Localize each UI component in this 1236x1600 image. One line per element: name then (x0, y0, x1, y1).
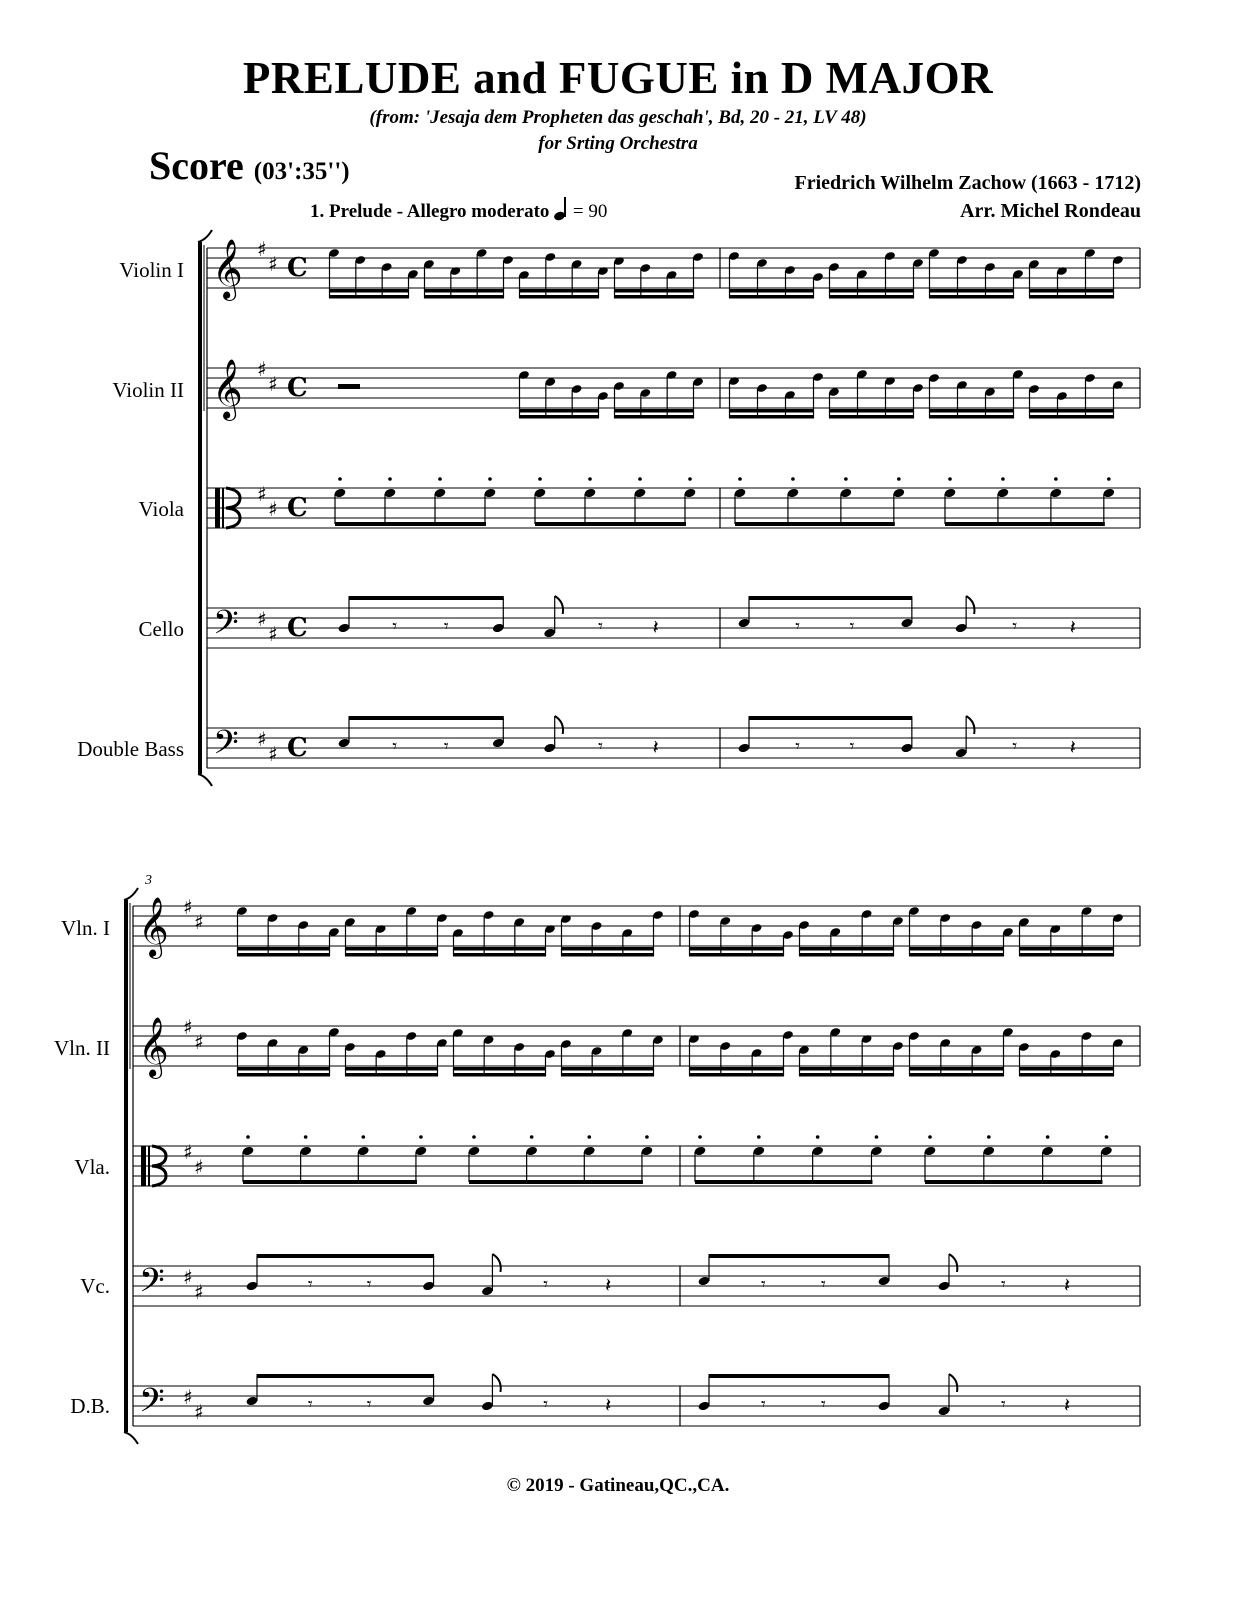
beam (1029, 295, 1114, 299)
beam (453, 947, 546, 951)
staccato-dot (816, 1135, 820, 1139)
beam (237, 947, 330, 951)
note-flag (555, 596, 563, 614)
eighth-rest-icon: 𝄾 (1012, 616, 1018, 637)
beam (561, 1067, 654, 1071)
treble-clef-icon: 𝄞 (138, 897, 169, 957)
sharp-icon: ♯ (268, 622, 278, 646)
instrument-label-violin-1-short: Vln. I (61, 916, 110, 940)
eighth-rest-icon: 𝄾 (761, 1394, 766, 1415)
staccato-dot (246, 1135, 250, 1139)
sharp-icon: ♯ (257, 607, 267, 631)
beam (729, 295, 814, 299)
beam (689, 947, 784, 951)
quarter-rest-icon: 𝄽 (1064, 1273, 1071, 1297)
beam (345, 953, 438, 957)
alto-clef-icon (215, 488, 220, 528)
beam (561, 947, 654, 951)
eighth-rest-icon: 𝄾 (821, 1274, 826, 1295)
eighth-rest-icon: 𝄾 (1001, 1394, 1006, 1415)
staccato-dot (361, 1135, 365, 1139)
beam (614, 289, 694, 293)
beam (749, 596, 913, 600)
staccato-dot (304, 1135, 308, 1139)
beam (519, 409, 599, 413)
sharp-icon: ♯ (257, 237, 267, 261)
treble-clef-icon: 𝄞 (212, 239, 243, 299)
instrument-label-double-bass-short: D.B. (70, 1394, 110, 1418)
instrument-label-viola-short: Vla. (74, 1155, 110, 1179)
quarter-rest-icon: 𝄽 (1069, 735, 1076, 759)
beam (909, 953, 1004, 957)
beam (345, 1073, 438, 1077)
staccato-dot (757, 1135, 761, 1139)
sharp-icon: ♯ (268, 252, 278, 276)
sharp-icon: ♯ (268, 372, 278, 396)
beam (729, 415, 814, 419)
staccato-dot (1001, 477, 1005, 481)
quarter-rest-icon: 𝄽 (1069, 615, 1076, 639)
eighth-rest-icon: 𝄾 (392, 736, 398, 757)
note-flag (949, 1254, 957, 1272)
beam (925, 1180, 1102, 1184)
beam (257, 1374, 435, 1378)
instrument-label-violin-1: Violin I (119, 258, 184, 282)
beam (709, 1254, 890, 1258)
staccato-dot (987, 1135, 991, 1139)
beam (1029, 289, 1114, 293)
beam (829, 289, 914, 293)
eighth-rest-icon: 𝄾 (849, 616, 855, 637)
beam (829, 295, 914, 299)
beam (709, 1374, 890, 1378)
staccato-dot (928, 1135, 932, 1139)
bass-clef-icon: 𝄢 (139, 1262, 165, 1308)
eighth-rest-icon: 𝄾 (366, 1274, 372, 1295)
eighth-rest-icon: 𝄾 (598, 736, 603, 757)
beam (329, 289, 409, 293)
beam (909, 947, 1004, 951)
eighth-rest-icon: 𝄾 (795, 616, 801, 637)
staccato-dot (875, 1135, 879, 1139)
beam (695, 1180, 872, 1184)
staccato-dot (588, 477, 592, 481)
movement-title: 1. Prelude - Allegro moderato (310, 201, 550, 222)
note-flag (966, 716, 974, 734)
bracket-hook-bottom (198, 774, 212, 786)
beam (829, 409, 914, 413)
staccato-dot (338, 477, 342, 481)
beam (237, 1067, 330, 1071)
beam (1029, 409, 1114, 413)
eighth-rest-icon: 𝄾 (392, 616, 398, 637)
quarter-rest-icon: 𝄽 (605, 1393, 612, 1417)
eighth-rest-icon: 𝄾 (795, 736, 801, 757)
sharp-icon: ♯ (194, 1400, 204, 1424)
beam (424, 295, 504, 299)
beam (1019, 1073, 1114, 1077)
beam (453, 1073, 546, 1077)
eighth-rest-icon: 𝄾 (1001, 1274, 1006, 1295)
beam (799, 1067, 894, 1071)
beam (614, 415, 694, 419)
beam (729, 409, 814, 413)
beam (349, 596, 504, 600)
beam (614, 295, 694, 299)
note-flag (966, 596, 974, 614)
sharp-icon: ♯ (183, 1385, 193, 1409)
sharp-icon: ♯ (194, 1030, 204, 1054)
beam (689, 1073, 784, 1077)
eighth-rest-icon: 𝄾 (543, 1394, 549, 1415)
common-time-icon: C (287, 493, 308, 523)
bracket-hook-bottom (124, 1432, 138, 1444)
beam (335, 522, 486, 526)
alto-clef-icon (222, 488, 224, 528)
page-title: PRELUDE and FUGUE in D MAJOR (242, 53, 994, 103)
beam (243, 1180, 417, 1184)
bass-clef-icon: 𝄢 (139, 1382, 165, 1428)
note-flag (492, 1254, 500, 1272)
staccato-dot (1046, 1135, 1050, 1139)
staccato-dot (688, 477, 692, 481)
beam (749, 716, 913, 720)
note-flag (555, 716, 563, 734)
quarter-rest-icon: 𝄽 (1064, 1393, 1071, 1417)
bass-clef-icon: 𝄢 (213, 724, 239, 770)
instrument-label-violin-2-short: Vln. II (54, 1036, 110, 1060)
staccato-dot (948, 477, 952, 481)
bass-clef-icon: 𝄢 (213, 604, 239, 650)
staccato-dot (844, 477, 848, 481)
treble-clef-icon: 𝄞 (212, 359, 243, 419)
staccato-dot (1107, 477, 1111, 481)
beam (729, 289, 814, 293)
beam (799, 953, 894, 957)
eighth-rest-icon: 𝄾 (307, 1394, 313, 1415)
beam (469, 1180, 643, 1184)
sharp-icon: ♯ (183, 1015, 193, 1039)
staccato-dot (388, 477, 392, 481)
beam (561, 1073, 654, 1077)
quarter-rest-icon: 𝄽 (605, 1273, 612, 1297)
beam (689, 1067, 784, 1071)
beam (349, 716, 504, 720)
beam (1029, 415, 1114, 419)
eighth-rest-icon: 𝄾 (543, 1274, 549, 1295)
eighth-rest-icon: 𝄾 (849, 736, 855, 757)
beam (909, 1067, 1004, 1071)
tempo-value: = 90 (572, 201, 608, 222)
staccato-dot (791, 477, 795, 481)
beam (345, 1067, 438, 1071)
beam (799, 1073, 894, 1077)
staccato-dot (638, 477, 642, 481)
staccato-dot (897, 477, 901, 481)
staccato-dot (530, 1135, 534, 1139)
duration: (03':35'') (253, 158, 350, 185)
quarter-rest-icon: 𝄽 (652, 735, 659, 759)
eighth-rest-icon: 𝄾 (1012, 736, 1018, 757)
composer: Friedrich Wilhelm Zachow (1663 - 1712) (794, 172, 1141, 194)
instrument-label-viola: Viola (138, 497, 184, 521)
beam (519, 415, 599, 419)
sharp-icon: ♯ (183, 1140, 193, 1164)
beam (561, 953, 654, 957)
beam (929, 295, 1014, 299)
arranger: Arr. Michel Rondeau (960, 200, 1141, 222)
staccato-dot (587, 1135, 591, 1139)
beam (735, 522, 895, 526)
beam (237, 953, 330, 957)
staccato-dot (538, 477, 542, 481)
quarter-rest-icon: 𝄽 (652, 615, 659, 639)
staccato-dot (419, 1135, 423, 1139)
eighth-rest-icon: 𝄾 (821, 1394, 826, 1415)
beam (1019, 953, 1114, 957)
instrument-label-cello-short: Vc. (80, 1274, 110, 1298)
sharp-icon: ♯ (257, 727, 267, 751)
beam (689, 953, 784, 957)
staccato-dot (472, 1135, 476, 1139)
sharp-icon: ♯ (183, 895, 193, 919)
staccato-dot (738, 477, 742, 481)
staccato-dot (1105, 1135, 1109, 1139)
beam (929, 289, 1014, 293)
treble-clef-icon: 𝄞 (138, 1017, 169, 1077)
eighth-rest-icon: 𝄾 (366, 1394, 372, 1415)
beam (929, 409, 1014, 413)
common-time-icon: C (287, 613, 308, 643)
beam (424, 289, 504, 293)
source-subtitle: (from: 'Jesaja dem Propheten das geschah', Bd, 20 - 21, LV 48) (369, 107, 867, 128)
staccato-dot (438, 477, 442, 481)
sharp-icon: ♯ (257, 357, 267, 381)
sharp-icon: ♯ (268, 742, 278, 766)
beam (945, 522, 1105, 526)
common-time-icon: C (287, 733, 308, 763)
sharp-icon: ♯ (257, 482, 267, 506)
beam (614, 409, 694, 413)
staccato-dot (698, 1135, 702, 1139)
beam (237, 1073, 330, 1077)
eighth-rest-icon: 𝄾 (761, 1274, 766, 1295)
beam (1019, 1067, 1114, 1071)
eighth-rest-icon: 𝄾 (307, 1274, 313, 1295)
common-time-icon: C (287, 253, 308, 283)
note-flag (492, 1374, 500, 1392)
beam (453, 953, 546, 957)
copyright-footer: © 2019 - Gatineau,QC.,CA. (506, 1475, 730, 1496)
beam (829, 415, 914, 419)
half-rest-icon (338, 384, 360, 389)
beam (929, 415, 1014, 419)
alto-clef-icon (141, 1146, 146, 1186)
eighth-rest-icon: 𝄾 (443, 616, 449, 637)
sharp-icon: ♯ (268, 497, 278, 521)
bracket-hook-top (198, 230, 212, 242)
instrument-label-violin-2: Violin II (112, 378, 184, 402)
beam (329, 295, 409, 299)
instrument-label-cello: Cello (138, 617, 184, 641)
staccato-dot (645, 1135, 649, 1139)
sharp-icon: ♯ (194, 1155, 204, 1179)
measure-number: 3 (145, 873, 152, 888)
beam (909, 1073, 1004, 1077)
sharp-icon: ♯ (194, 1280, 204, 1304)
sharp-icon: ♯ (194, 910, 204, 934)
beam (257, 1254, 435, 1258)
bracket-hook-top (124, 888, 138, 900)
beam (1019, 947, 1114, 951)
beam (519, 289, 599, 293)
staccato-dot (1054, 477, 1058, 481)
note-flag (949, 1374, 957, 1392)
sharp-icon: ♯ (183, 1265, 193, 1289)
beam (799, 947, 894, 951)
eighth-rest-icon: 𝄾 (443, 736, 449, 757)
beam (453, 1067, 546, 1071)
eighth-rest-icon: 𝄾 (598, 616, 603, 637)
staccato-dot (488, 477, 492, 481)
beam (345, 947, 438, 951)
alto-clef-icon (148, 1146, 150, 1186)
beam (519, 295, 599, 299)
score-word: Score (149, 143, 244, 188)
instrument-label-double-bass: Double Bass (77, 737, 184, 761)
common-time-icon: C (287, 373, 308, 403)
beam (535, 522, 686, 526)
instrumentation-subtitle: for Srting Orchestra (538, 133, 698, 154)
